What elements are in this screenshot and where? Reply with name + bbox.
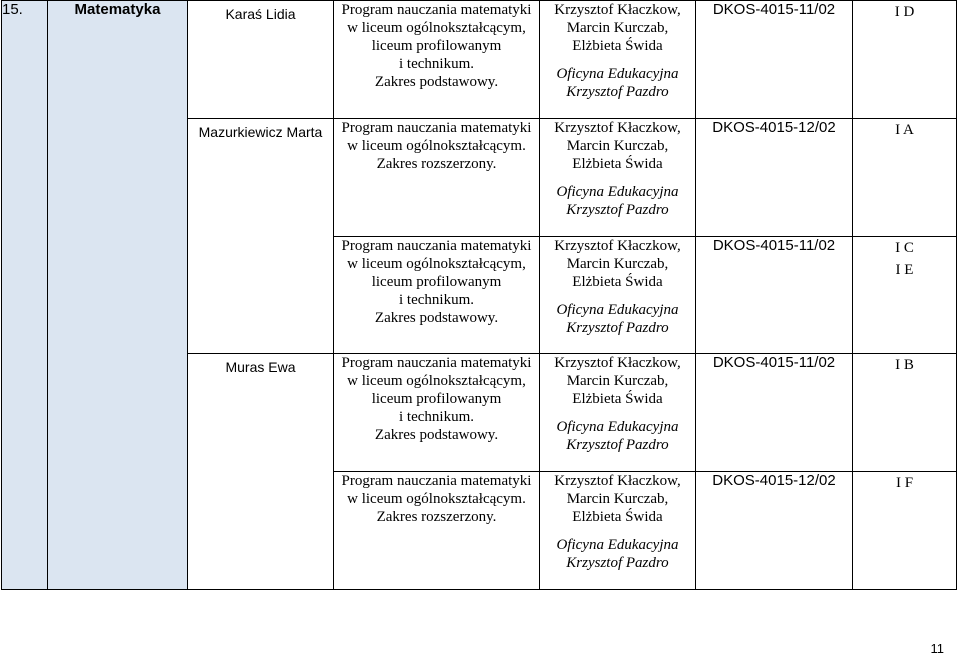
text-line: Krzysztof Kłaczkow,: [554, 2, 681, 18]
teacher-name: Mazurkiewicz Marta: [198, 124, 323, 140]
text-line: w liceum ogólnokształcącym,: [347, 373, 526, 389]
publisher-line: Krzysztof Pazdro: [566, 437, 669, 453]
text-line: Program nauczania matematyki: [341, 473, 532, 489]
classes-cell: [853, 119, 957, 237]
classes-cell: [853, 354, 957, 472]
authors-cell: [540, 237, 696, 354]
text-line: Marcin Kurczab,: [566, 491, 669, 507]
teacher-name: Muras Ewa: [225, 359, 296, 375]
text-line: Elżbieta Świda: [572, 509, 663, 525]
spacer: [540, 408, 695, 418]
classes-cell: [853, 1, 957, 119]
text-line: w liceum ogólnokształcącym.: [347, 138, 526, 154]
text-line: w liceum ogólnokształcącym,: [347, 20, 526, 36]
text-line: Zakres rozszerzony.: [376, 509, 497, 525]
registration-cell: DKOS-4015-11/02: [696, 354, 853, 472]
text-line: i technikum.: [399, 56, 474, 72]
text-line: Marcin Kurczab,: [566, 20, 669, 36]
publisher-line: Oficyna Edukacyjna: [556, 302, 679, 318]
text-line: Krzysztof Kłaczkow,: [554, 120, 681, 136]
authors-cell: [540, 119, 696, 237]
text-line: Program nauczania matematyki: [341, 2, 532, 18]
text-line: Program nauczania matematyki: [341, 238, 532, 254]
class-label: I B: [895, 357, 914, 373]
teacher-cell: [188, 1, 334, 119]
classes-cell: [853, 472, 957, 590]
spacer: [540, 173, 695, 183]
authors-cell: [540, 472, 696, 590]
text-line: w liceum ogólnokształcącym,: [347, 256, 526, 272]
spacer: [540, 55, 695, 65]
program-cell: [334, 119, 540, 237]
program-cell: [334, 1, 540, 119]
registration-cell: DKOS-4015-11/02: [696, 1, 853, 119]
text-line: Krzysztof Kłaczkow,: [554, 355, 681, 371]
class-label: I C: [895, 240, 914, 256]
text-line: Program nauczania matematyki: [341, 355, 532, 371]
teacher-name: Karaś Lidia: [225, 6, 296, 22]
publisher-line: Oficyna Edukacyjna: [556, 184, 679, 200]
registration-cell: DKOS-4015-12/02: [696, 472, 853, 590]
text-line: Krzysztof Kłaczkow,: [554, 238, 681, 254]
publisher-line: Oficyna Edukacyjna: [556, 66, 679, 82]
text-line: liceum profilowanym: [371, 274, 502, 290]
text-line: Zakres podstawowy.: [374, 310, 499, 326]
text-line: Program nauczania matematyki: [341, 120, 532, 136]
publisher-line: Krzysztof Pazdro: [566, 84, 669, 100]
text-line: i technikum.: [399, 292, 474, 308]
class-label: I A: [895, 122, 914, 138]
text-line: Marcin Kurczab,: [566, 373, 669, 389]
registration-cell: DKOS-4015-12/02: [696, 119, 853, 237]
text-line: Zakres rozszerzony.: [376, 156, 497, 172]
teacher-cell: [188, 354, 334, 590]
text-line: Krzysztof Kłaczkow,: [554, 473, 681, 489]
text-line: liceum profilowanym: [371, 391, 502, 407]
authors-cell: [540, 354, 696, 472]
teacher-cell: [188, 119, 334, 354]
table-row: [2, 1, 957, 119]
text-line: i technikum.: [399, 409, 474, 425]
text-line: Elżbieta Świda: [572, 274, 663, 290]
class-label: I D: [894, 4, 915, 20]
class-label: I E: [895, 262, 914, 278]
text-line: liceum profilowanym: [371, 38, 502, 54]
program-cell: [334, 472, 540, 590]
page-number: 11: [930, 641, 944, 656]
publisher-line: Oficyna Edukacyjna: [556, 419, 679, 435]
class-label: I F: [895, 475, 914, 491]
spacer: [540, 291, 695, 301]
text-line: Zakres podstawowy.: [374, 427, 499, 443]
text-line: Marcin Kurczab,: [566, 138, 669, 154]
text-line: Zakres podstawowy.: [374, 74, 499, 90]
text-line: Marcin Kurczab,: [566, 256, 669, 272]
curriculum-table: [1, 0, 957, 590]
spacer: [540, 526, 695, 536]
text-line: Elżbieta Świda: [572, 156, 663, 172]
text-line: w liceum ogólnokształcącym.: [347, 491, 526, 507]
program-cell: [334, 237, 540, 354]
classes-cell: [853, 237, 957, 354]
text-line: Elżbieta Świda: [572, 391, 663, 407]
row-number-cell: 15.: [2, 1, 48, 590]
publisher-line: Oficyna Edukacyjna: [556, 537, 679, 553]
subject-cell: Matematyka: [48, 1, 188, 590]
publisher-line: Krzysztof Pazdro: [566, 202, 669, 218]
publisher-line: Krzysztof Pazdro: [566, 320, 669, 336]
registration-cell: DKOS-4015-11/02: [696, 237, 853, 354]
text-line: Elżbieta Świda: [572, 38, 663, 54]
program-cell: [334, 354, 540, 472]
publisher-line: Krzysztof Pazdro: [566, 555, 669, 571]
authors-cell: [540, 1, 696, 119]
